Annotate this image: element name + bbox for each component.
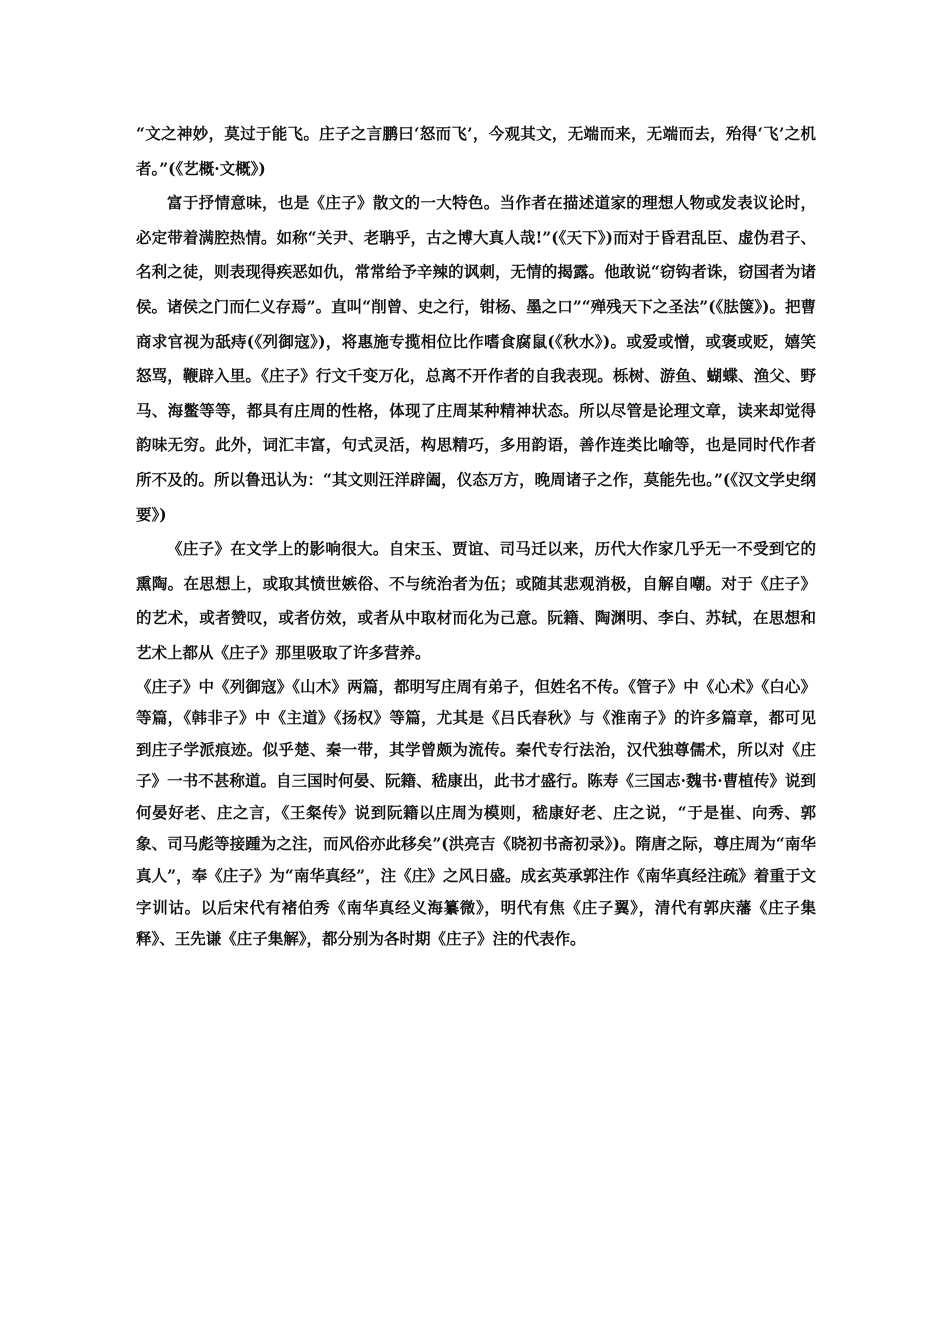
- document-page: [136, 117, 816, 955]
- paragraph-lyricism: 富于抒情意味，也是《庄子》散文的一大特色。当作者在描述道家的理想人物或发表议论时，必定带着满腔热情。如称“关尹、老聃乎，古之博大真人哉!”(《天下》)而对于昏君乱臣、虚伪君子、名利之徒，则表现得疾恶如仇，常常给予辛辣的讽刺，无情的揭露。他敢说“窃钩者诛，窃国者为诸侯。诸侯之门而仁义存焉”。直叫“削曾、史之行，钳杨、墨之口”“殚残天下之圣法”(《胠箧》)。把曹商求官视为舐痔(《列御寇》)，将惠施专揽相位比作嗜食腐鼠(《秋水》)。或爱或憎，或褒或贬，嬉笑怒骂，鞭辟入里。《庄子》行文千变万化，总离不开作者的自我表现。栎树、游鱼、蝴蝶、渔父、野马、海鳖等等，都具有庄周的性格，体现了庄周某种精神状态。所以尽管是论理文章，读来却觉得韵味无穷。此外，词汇丰富，句式灵活，构思精巧，多用韵语，善作连类比喻等，也是同时代作者所不及的。所以鲁迅认为：“其文则汪洋辟阖，仪态万方，晚周诸子之作，莫能先也。”(《汉文学史纲要》): [136, 193, 816, 524]
- paragraph-literary-influence: 《庄子》在文学上的影响很大。自宋玉、贾谊、司马迁以来，历代大作家几乎无一不受到它的熏陶。在思想上，或取其愤世嫉俗、不与统治者为伍；或随其悲观消极，自解自嘲。对于《庄子》的艺术，或者赞叹，或者仿效，或者从中取材而化为己意。阮籍、陶渊明、李白、苏轼，在思想和艺术上都从《庄子》那里吸取了许多营养。: [136, 539, 816, 662]
- paragraph-quote-yigai: “文之神妙，莫过于能飞。庄子之言鹏曰‘怒而飞’，今观其文，无端而来，无端而去，殆得‘飞’之机者。”(《艺概·文概》): [136, 124, 816, 178]
- paragraph-commentary-history: 《庄子》中《列御寇》《山木》两篇，都明写庄周有弟子，但姓名不传。《管子》中《心术》《白心》等篇，《韩非子》中《主道》《扬权》等篇，尤其是《吕氏春秋》与《淮南子》的许多篇章，都可见到庄子学派痕迹。似乎楚、秦一带，其学曾颇为流传。秦代专行法治，汉代独尊儒术，所以对《庄子》一书不甚称道。自三国时何晏、阮籍、嵇康出，此书才盛行。陈寿《三国志·魏书·曹植传》说到何晏好老、庄之言，《王粲传》说到阮籍以庄周为模则，嵇康好老、庄之说，“于是崔、向秀、郭象、司马彪等接踵为之注，而风俗亦此移矣”(洪亮吉《晓初书斋初录》)。隋唐之际，尊庄周为“南华真人”，奉《庄子》为“南华真经”，注《庄》之风日盛。成玄英承郭注作《南华真经注疏》着重于文字训诂。以后宋代有褚伯秀《南华真经义海纂微》，明代有焦《庄子翼》，清代有郭庆藩《庄子集释》、王先谦《庄子集解》，都分别为各时期《庄子》注的代表作。: [136, 676, 816, 949]
